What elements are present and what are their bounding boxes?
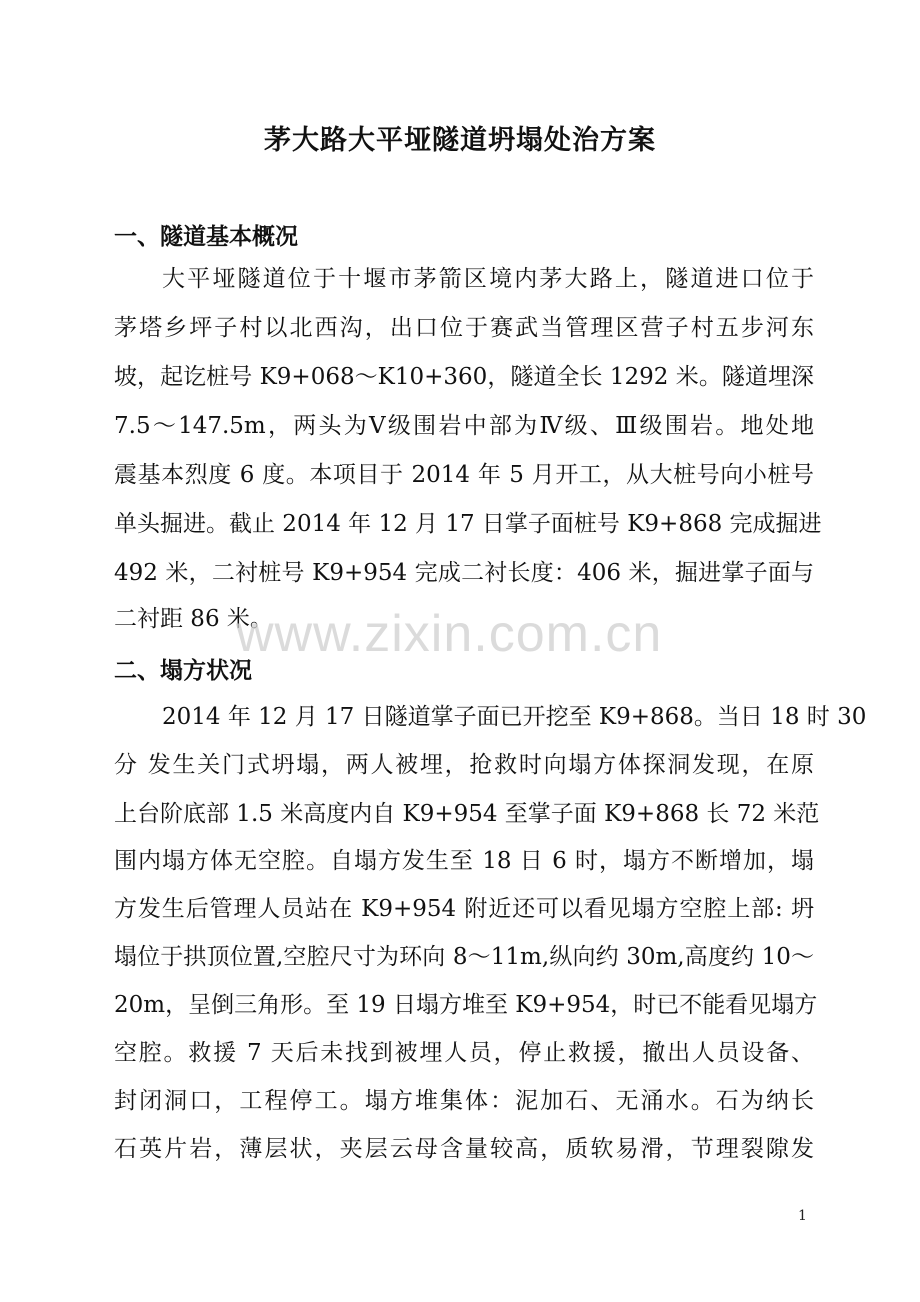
page-number: 1 [798, 1208, 807, 1224]
paragraph-line: 封闭洞口，工程停工。塌方堆集体：泥加石、无涌水。石为纳长 [114, 1088, 814, 1114]
paragraph-line: 上台阶底部 1.5 米高度内自 K9+954 至掌子面 K9+868 长 72 米范 [114, 801, 820, 827]
paragraph-line: 492 米，二衬桩号 K9+954 完成二衬长度：406 米，掘进掌子面与 [114, 560, 814, 586]
paragraph-line: 大平垭隧道位于十堰市茅箭区境内茅大路上，隧道进口位于 [162, 266, 814, 292]
paragraph-line: 坡，起讫桩号 K9+068～K10+360，隧道全长 1292 米。隧道埋深 [114, 364, 814, 390]
paragraph-line: 2014 年 12 月 17 日隧道掌子面已开挖至 K9+868。当日 18 时 30 [162, 704, 867, 730]
paragraph-line: 方发生后管理人员站在 K9+954 附近还可以看见塌方空腔上部: 坍 [114, 896, 814, 922]
paragraph-line: 石英片岩，薄层状，夹层云母含量较高，质软易滑，节理裂隙发 [114, 1136, 814, 1162]
paragraph-line: 震基本烈度 6 度。本项目于 2014 年 5 月开工，从大桩号向小桩号 [114, 462, 814, 488]
paragraph-line: 围内塌方体无空腔。自塌方发生至 18 日 6 时，塌方不断增加，塌 [114, 848, 814, 874]
paragraph-line: 塌位于拱顶位置,空腔尺寸为环向 8～11m,纵向约 30m,高度约 10～ [114, 944, 814, 970]
watermark: www.zixin.com.cn [236, 605, 663, 663]
paragraph-line: 20m，呈倒三角形。至 19 日塌方堆至 K9+954，时已不能看见塌方 [114, 992, 818, 1018]
paragraph-line: 空腔。救援 7 天后未找到被埋人员，停止救援，撤出人员设备、 [114, 1040, 814, 1066]
paragraph-line: 分 发生关门式坍塌，两人被埋，抢救时向塌方体探洞发现，在原 [114, 752, 814, 778]
paragraph-line: 茅塔乡坪子村以北西沟，出口位于赛武当管理区营子村五步河东 [114, 315, 814, 341]
paragraph-line: 7.5～147.5m，两头为Ⅴ级围岩中部为Ⅳ级、Ⅲ级围岩。地处地 [114, 413, 814, 439]
section-heading-overview: 一、隧道基本概况 [114, 223, 298, 250]
document-title: 茅大路大平垭隧道坍塌处治方案 [264, 125, 656, 156]
paragraph-line: 单头掘进。截止 2014 年 12 月 17 日掌子面桩号 K9+868 完成掘进 [114, 511, 822, 537]
section-heading-collapse: 二、塌方状况 [114, 657, 252, 684]
paragraph-line: 二衬距 86 米。 [114, 606, 273, 632]
